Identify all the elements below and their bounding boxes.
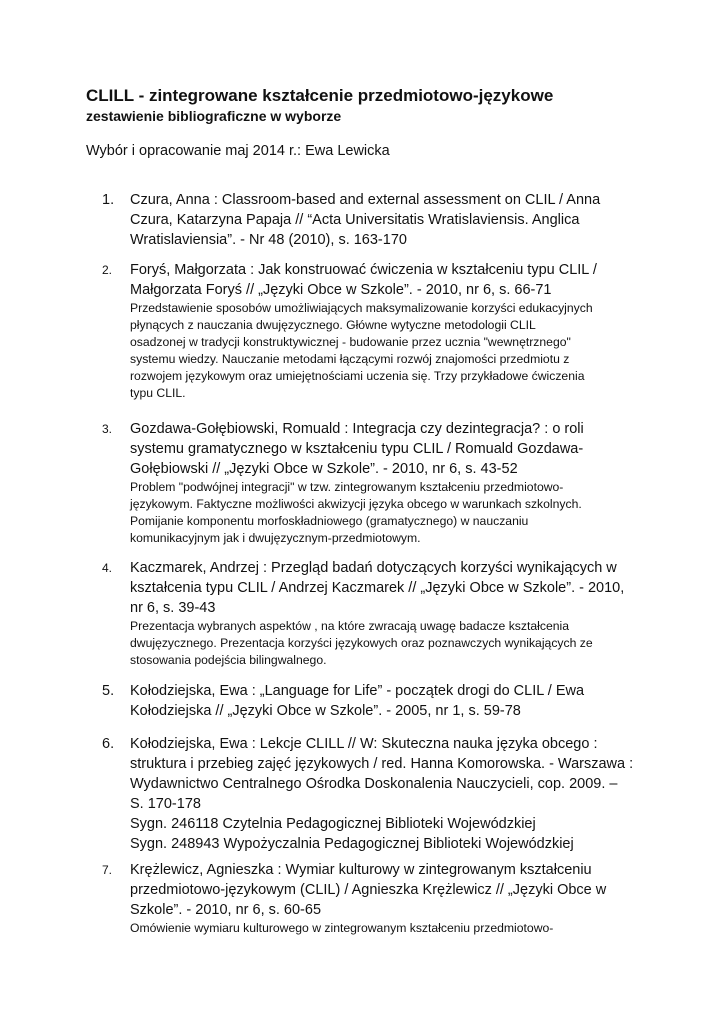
entry-body bbox=[130, 190, 650, 250]
entry-body bbox=[130, 558, 650, 669]
entry-citation-line: Czura, Katarzyna Papaja // “Acta Universitatis Wratislaviensis. Anglica bbox=[130, 212, 580, 228]
entry-number: 3. bbox=[102, 422, 113, 436]
entry-body bbox=[130, 260, 650, 402]
entry-annotation-line: Omówienie wymiaru kulturowego w zintegrowanym kształceniu przedmiotowo- bbox=[130, 921, 554, 935]
entry-number: 7. bbox=[102, 863, 113, 877]
entry-number: 5. bbox=[102, 683, 115, 699]
entry-annotation-line: osadzonej w tradycji konstruktywicznej - budowanie przez ucznia "wewnętrznego" bbox=[130, 335, 571, 349]
entry-citation-line: Sygn. 246118 Czytelnia Pedagogicznej Biblioteki Wojewódzkiej bbox=[130, 816, 536, 832]
entry-annotation-line: stosowania podejścia bilingwalnego. bbox=[130, 653, 327, 667]
entry-citation-line: przedmiotowo-językowym (CLIL) / Agnieszka Krężlewicz // „Języki Obce w bbox=[130, 882, 607, 898]
entry-body bbox=[130, 681, 650, 721]
entry-annotation-line: płynących z nauczania dwujęzycznego. Główne wytyczne metodologii CLIL bbox=[130, 318, 536, 332]
entry-annotation-line: Pomijanie komponentu morfoskładniowego (gramatycznego) w nauczaniu bbox=[130, 514, 529, 528]
entry-citation-line: kształcenia typu CLIL / Andrzej Kaczmarek // „Języki Obce w Szkole”. - 2010, bbox=[130, 580, 625, 596]
entry-citation-line: nr 6, s. 39-43 bbox=[130, 600, 216, 616]
document-subtitle: zestawienie bibliograficzne w wyborze bbox=[86, 108, 342, 124]
document-byline: Wybór i opracowanie maj 2014 r.: Ewa Lewicka bbox=[86, 143, 390, 159]
entry-citation-line: Gołębiowski // „Języki Obce w Szkole”. - 2010, nr 6, s. 43-52 bbox=[130, 461, 518, 477]
entry-citation-line: Szkole”. - 2010, nr 6, s. 60-65 bbox=[130, 902, 322, 918]
entry-annotation-line: dwujęzycznego. Prezentacja korzyści językowych oraz poznawczych wynikających ze bbox=[130, 636, 593, 650]
entry-citation-line: Małgorzata Foryś // „Języki Obce w Szkole”. - 2010, nr 6, s. 66-71 bbox=[130, 282, 552, 298]
entry-citation-line: systemu gramatycznego w kształceniu typu CLIL / Romuald Gozdawa- bbox=[130, 441, 584, 457]
entry-citation-line: Krężlewicz, Agnieszka : Wymiar kulturowy w zintegrowanym kształceniu bbox=[130, 862, 592, 878]
entry-body bbox=[130, 860, 650, 937]
entry-annotation-line: komunikacyjnym jak i dwujęzycznym-przedmiotowym. bbox=[130, 531, 421, 545]
entry-annotation-line: rozwojem językowym oraz umiejętnościami uczenia się. Trzy przykładowe ćwiczenia bbox=[130, 369, 585, 383]
entry-citation-line: Kołodziejska // „Języki Obce w Szkole”. - 2005, nr 1, s. 59-78 bbox=[130, 703, 521, 719]
entry-citation-line: Wratislaviensia”. - Nr 48 (2010), s. 163-170 bbox=[130, 232, 407, 248]
entry-number: 6. bbox=[102, 736, 115, 752]
entry-citation-line: Kołodziejska, Ewa : „Language for Life” - początek drogi do CLIL / Ewa bbox=[130, 683, 585, 699]
entry-annotation-line: Problem "podwójnej integracji" w tzw. zintegrowanym kształceniu przedmiotowo- bbox=[130, 480, 564, 494]
entry-annotation-line: Przedstawienie sposobów umożliwiających maksymalizowanie korzyści edukacyjnych bbox=[130, 301, 593, 315]
entry-annotation-line: systemu wiedzy. Nauczanie metodami łączącymi rozwój znajomości przedmiotu z bbox=[130, 352, 570, 366]
entry-citation-line: S. 170-178 bbox=[130, 796, 201, 812]
entry-number: 2. bbox=[102, 263, 113, 277]
entry-body bbox=[130, 419, 650, 547]
entry-number: 1. bbox=[102, 192, 115, 208]
entry-annotation-line: typu CLIL. bbox=[130, 386, 186, 400]
entry-citation-line: Kaczmarek, Andrzej : Przegląd badań dotyczących korzyści wynikających w bbox=[130, 560, 617, 576]
entry-number: 4. bbox=[102, 561, 113, 575]
entry-citation-line: Gozdawa-Gołębiowski, Romuald : Integracja czy dezintegracja? : o roli bbox=[130, 421, 584, 437]
entry-body bbox=[130, 734, 650, 854]
entry-citation-line: Sygn. 248943 Wypożyczalnia Pedagogicznej Biblioteki Wojewódzkiej bbox=[130, 836, 574, 852]
entry-citation-line: Kołodziejska, Ewa : Lekcje CLILL // W: Skuteczna nauka języka obcego : bbox=[130, 736, 598, 752]
entry-citation-line: struktura i przebieg zajęć językowych / red. Hanna Komorowska. - Warszawa : bbox=[130, 756, 634, 772]
entry-citation-line: Foryś, Małgorzata : Jak konstruować ćwiczenia w kształceniu typu CLIL / bbox=[130, 262, 597, 278]
document-title: CLILL - zintegrowane kształcenie przedmiotowo-językowe bbox=[86, 86, 554, 105]
entry-annotation-line: Prezentacja wybranych aspektów , na które zwracają uwagę badacze kształcenia bbox=[130, 619, 569, 633]
entry-citation-line: Czura, Anna : Classroom-based and external assessment on CLIL / Anna bbox=[130, 192, 601, 208]
entry-annotation-line: językowym. Faktyczne możliwości akwizycji języka obcego w warunkach szkolnych. bbox=[130, 497, 582, 511]
entry-citation-line: Wydawnictwo Centralnego Ośrodka Doskonalenia Nauczycieli, cop. 2009. – bbox=[130, 776, 618, 792]
